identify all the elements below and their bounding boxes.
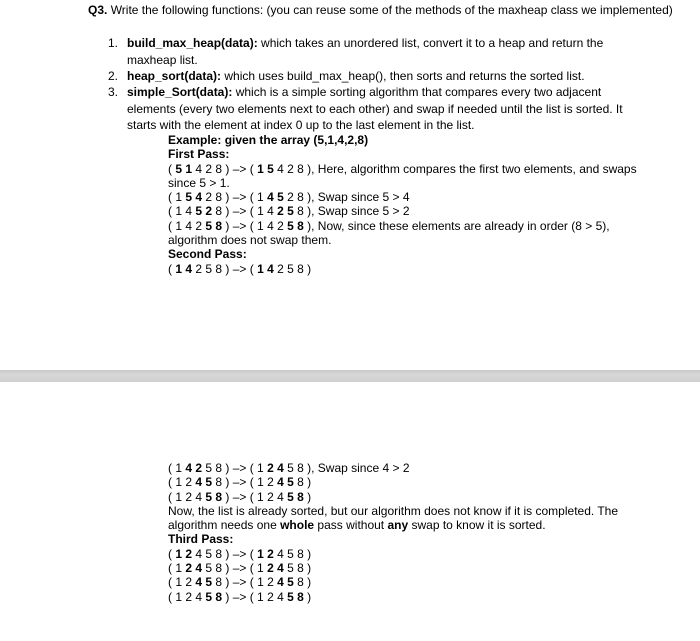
pass-step: ( 1 2 4 5 8 ) –> ( 1 2 4 5 8 )	[168, 489, 312, 504]
function-name: build_max_heap(data):	[127, 36, 258, 50]
example-heading: Example: given the array (5,1,4,2,8)	[168, 133, 369, 147]
pass-step: ( 1 2 4 5 8 ) –> ( 1 2 4 5 8 )	[168, 561, 312, 576]
pass-step: ( 1 4 2 5 8 ) –> ( 1 4 2 5 8 ), Now, since these elements are already in order (8 > 5), algorithm does not swap them.	[168, 218, 610, 248]
third-pass-heading: Third Pass:	[168, 532, 234, 547]
pass-step: ( 1 2 4 5 8 ) –> ( 1 2 4 5 8 )	[168, 546, 312, 561]
pass-step: ( 1 4 5 2 8 ) –> ( 1 4 2 5 8 ), Swap since 5 > 2	[168, 204, 410, 219]
pass-step: ( 1 2 4 5 8 ) –> ( 1 2 4 5 8 )	[168, 589, 312, 604]
function-description: which uses build_max_heap(), then sorts and returns the sorted list.	[224, 69, 585, 83]
function-name: simple_Sort(data):	[127, 85, 233, 99]
first-pass-heading: First Pass:	[168, 147, 230, 162]
function-description: which is a simple sorting algorithm that compares every two adjacent elements (every two elements next to each other) and swap if needed until the list is sorted. It starts with the element at index 0 up to the last element in the list.	[127, 85, 623, 132]
list-item-number: 2.	[108, 69, 119, 83]
list-item-number: 3.	[108, 85, 119, 99]
example-continued-block	[168, 461, 638, 604]
pass-step: ( 1 5 4 2 8 ) –> ( 1 4 5 2 8 ), Swap since 5 > 4	[168, 190, 410, 205]
pass-step: ( 1 2 4 5 8 ) –> ( 1 2 4 5 8 )	[168, 575, 312, 590]
list-item-body	[127, 84, 627, 134]
pass-step: ( 1 2 4 5 8 ) –> ( 1 2 4 5 8 )	[168, 475, 312, 490]
pass-step: ( 1 4 2 5 8 ) –> ( 1 2 4 5 8 ), Swap since 4 > 2	[168, 461, 410, 475]
list-item-body	[127, 68, 627, 85]
page-separator	[0, 370, 700, 382]
pass-step: ( 1 4 2 5 8 ) –> ( 1 4 2 5 8 )	[168, 261, 312, 276]
list-item-body	[127, 35, 627, 68]
pass-step: ( 5 1 4 2 8 ) –> ( 1 5 4 2 8 ), Here, algorithm compares the first two elements, and swaps since 5 > 1.	[168, 161, 637, 190]
second-pass-heading: Second Pass:	[168, 247, 247, 262]
function-name: heap_sort(data):	[127, 69, 222, 83]
question-text: Write the following functions: (you can reuse some of the methods of the maxheap class we implemented)	[110, 3, 673, 17]
sorted-note: Now, the list is already sorted, but our algorithm does not know if it is completed. The algorithm needs one whole pass without any swap to know it is sorted.	[168, 503, 618, 533]
example-block	[168, 133, 638, 276]
list-item-number: 1.	[108, 36, 119, 50]
function-description: which takes an unordered list, convert it to a heap and return the maxheap list.	[127, 36, 604, 67]
question-label: Q3.	[88, 3, 108, 17]
question-heading	[88, 2, 678, 19]
